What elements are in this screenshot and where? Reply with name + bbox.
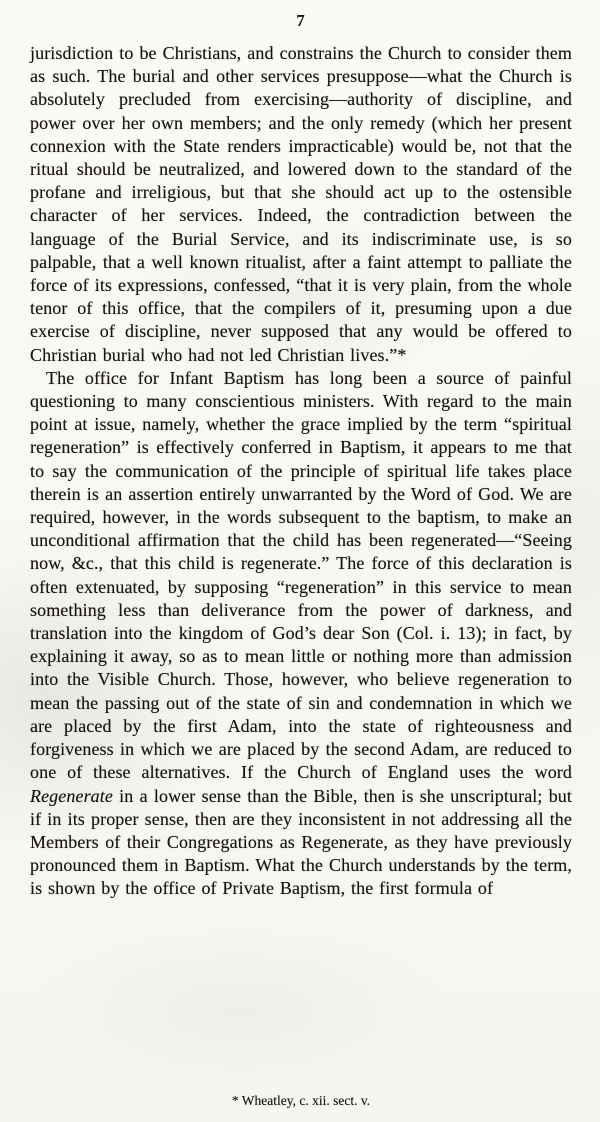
italic-word-regenerate: Regenerate — [30, 785, 113, 806]
footnote: * Wheatley, c. xii. sect. v. — [231, 1093, 371, 1108]
page-number: 7 — [296, 11, 306, 30]
paragraph-burial-service: jurisdiction to be Christians, and constrains the Church to consider them as such. The burial and other services presuppose—what the Church is absolutely precluded from exercising—authority of discipline, and power over her own members; and the only remedy (which her present connexion with the State renders impracticable) would be, not that the ritual should be neutralized, and lowered down to the standard of the profane and irreligious, but that she should act up to the ostensible character of her services. Indeed, the contradiction between the language of the Burial Service, and its indiscriminate use, is so palpable, that a well known ritualist, after a faint attempt to palliate the force of its expressions, confessed, “that it is very plain, from the whole tenor of this office, that the compilers of it, presuming upon a due exercise of discipline, never supposed that any would be offered to Christian burial who had not led Christian lives.”* — [30, 43, 572, 365]
paragraph-infant-baptism-text: The office for Infant Baptism has long been a source of painful questioning to many conscientious ministers. With regard to the main point at issue, namely, whether the grace implied by the term “spiritual regeneration” is effectively conferred in Baptism, it appears to me that to say the communication of the principle of spiritual life takes place therein is an assertion entirely unwarranted by the Word of God. We are required, however, in the words subsequent to the baptism, to make an unconditional affirmation that the child has been regenerated—“Seeing now, &c., that this child is regenerate.” The force of this declaration is often extenuated, by supposing “regeneration” in this service to mean something less than deliverance from the power of darkness, and translation into the kingdom of God’s dear Son (Col. i. 13); in fact, by explaining it away, so as to mean little or nothing more than admission into the Visible Church. Those, however, who believe regeneration to mean the passing out of the state of sin and condemnation in which we are placed by the first Adam, into the state of righteousness and forgiveness in which we are placed by the second Adam, are reduced to one of these alternatives. If the Church of England uses the word — [30, 367, 572, 783]
paragraph-infant-baptism-text-continued: in a lower sense than the Bible, then is she unscriptural; but if in its proper sense, then are they inconsistent in not addressing all the Members of their Congregations as Regenerate, as they have previously pronounced them in Baptism. What the Church understands by the term, is shown by the office of Private Baptism, the first formula of — [30, 785, 572, 899]
page-body — [30, 42, 572, 901]
paragraph-infant-baptism — [30, 367, 572, 901]
